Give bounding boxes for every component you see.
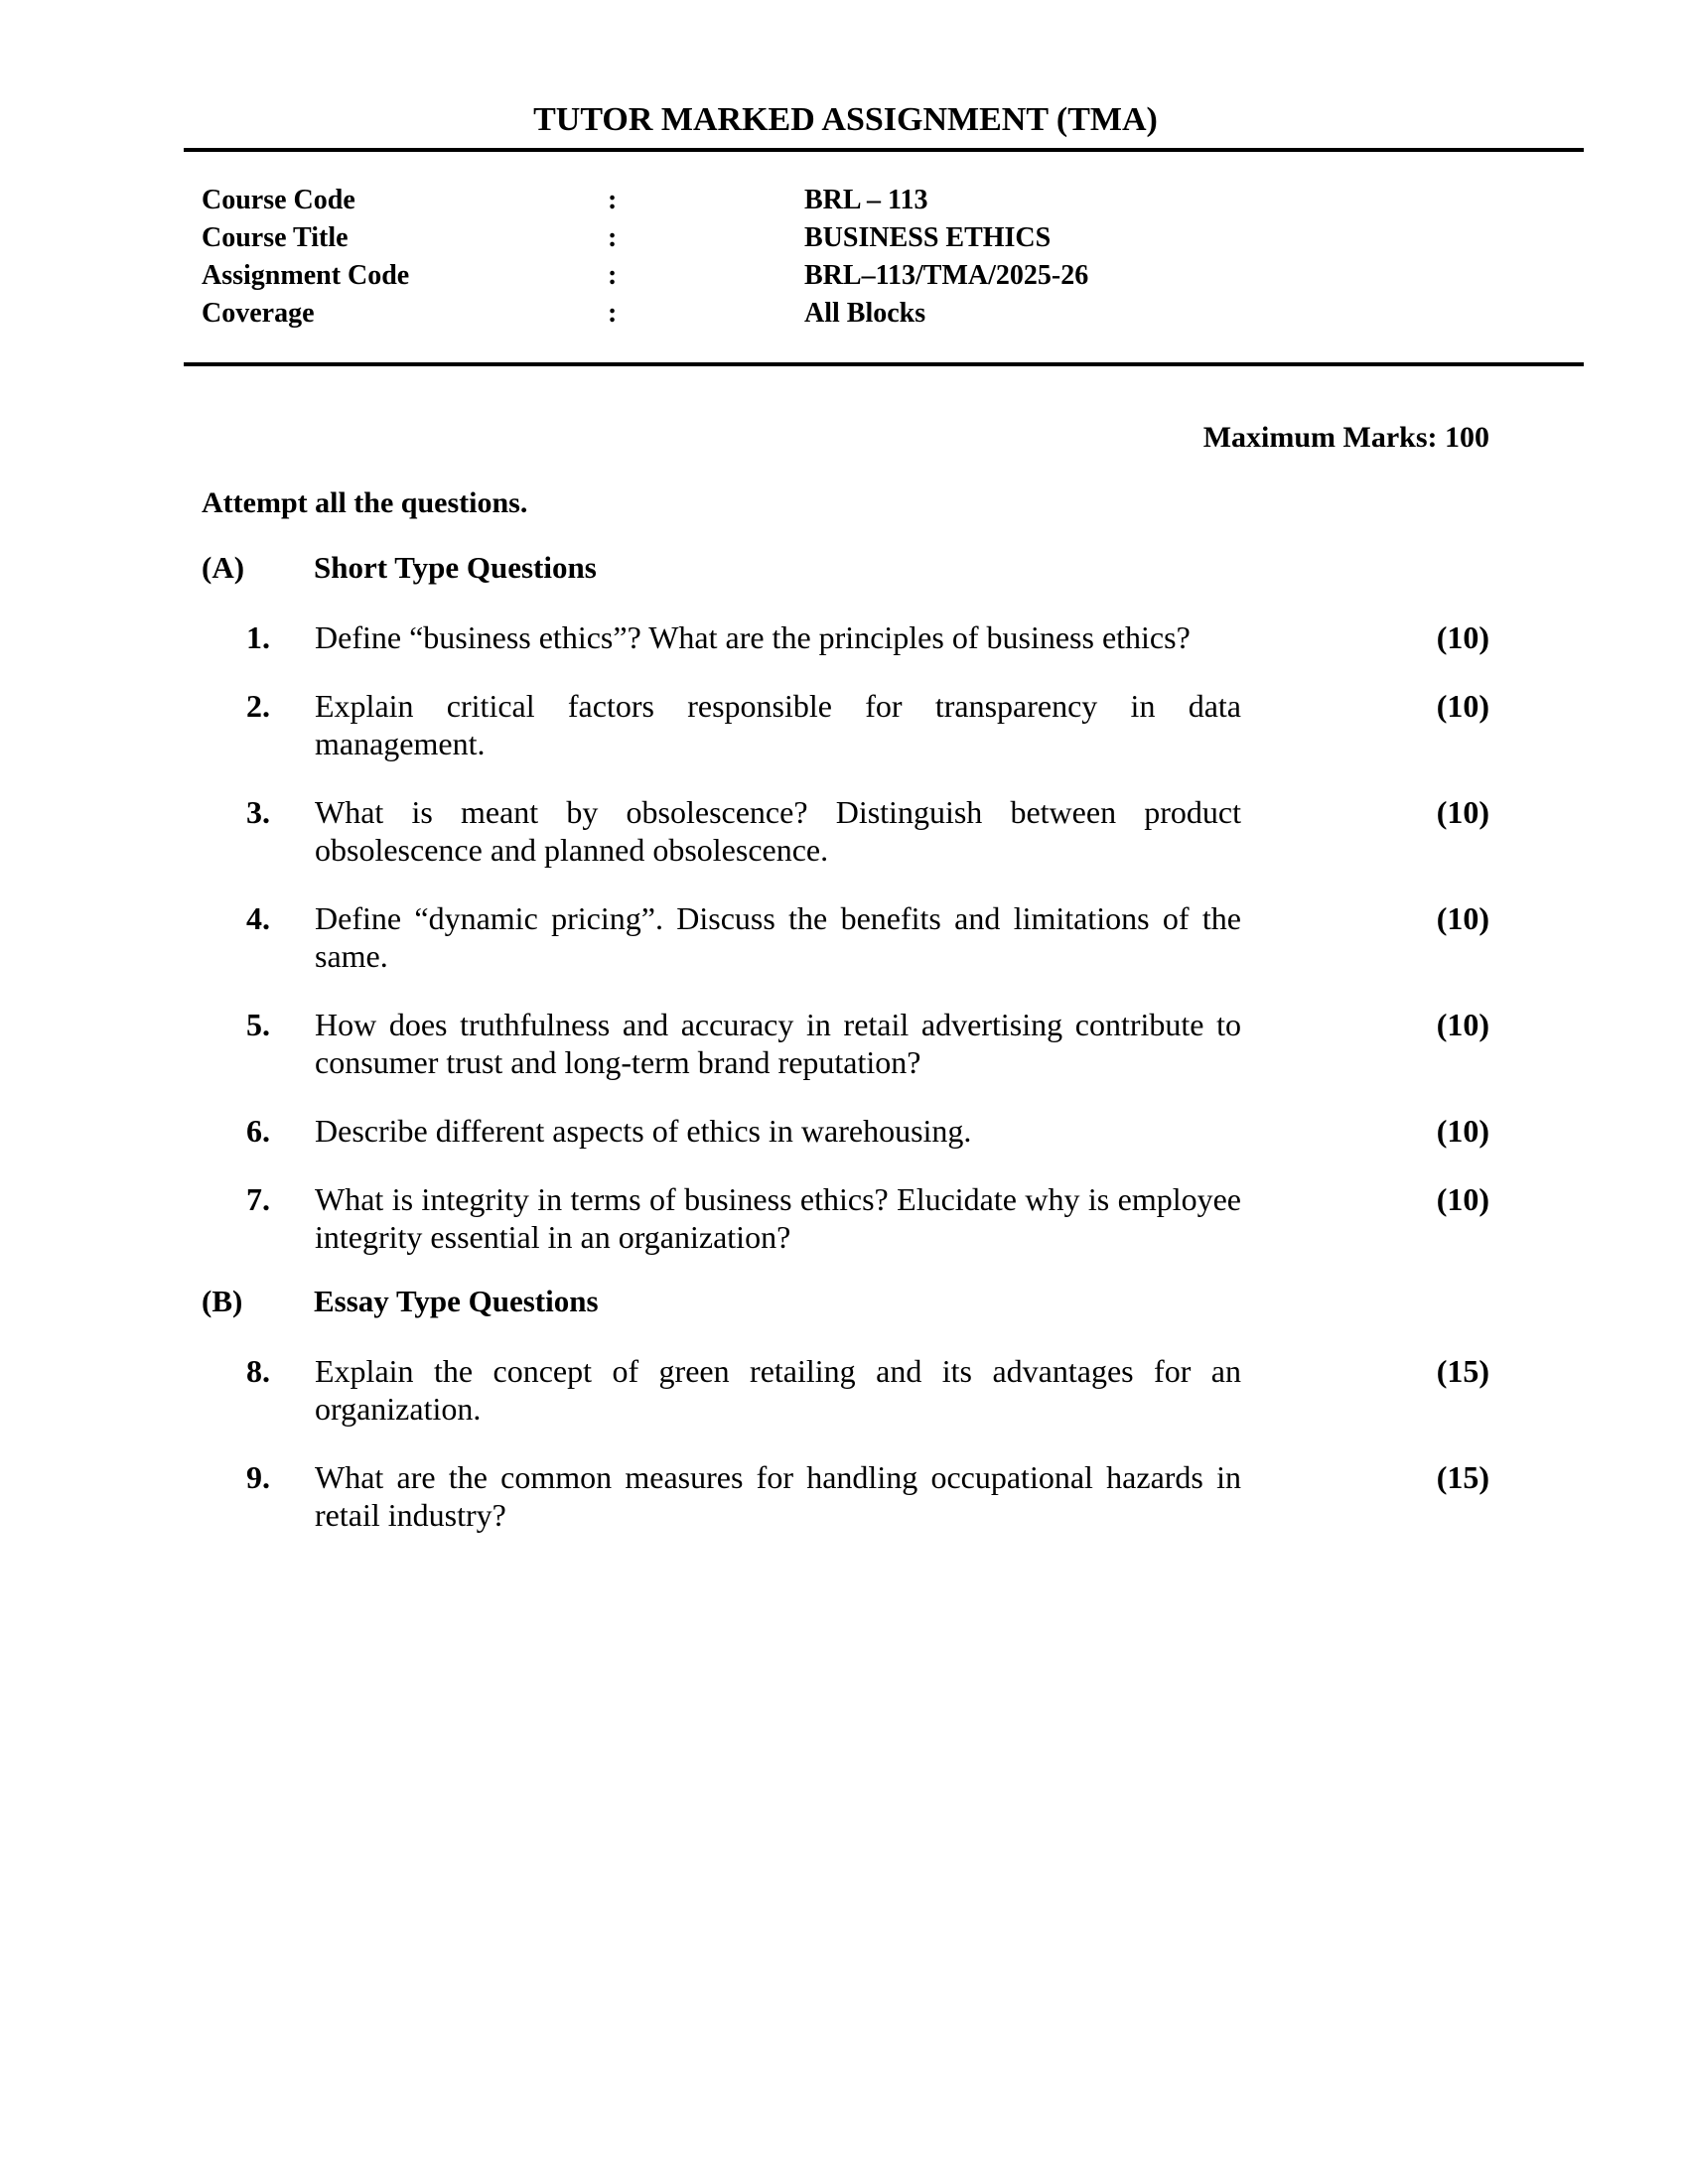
course-info-value: All Blocks — [804, 298, 926, 329]
question-marks: (10) — [1436, 619, 1489, 655]
course-info-label: Course Code — [202, 185, 355, 215]
question-row — [246, 618, 1489, 656]
header-divider — [184, 148, 1584, 152]
question-list — [202, 618, 1489, 1256]
course-info-label: Coverage — [202, 298, 315, 329]
course-info-table — [202, 182, 1489, 333]
question-row — [246, 1112, 1489, 1150]
question-text: What are the common measures for handling occupational hazards in retail industry? — [315, 1459, 1241, 1533]
section-b — [202, 1282, 1489, 1534]
question-row — [246, 1006, 1489, 1081]
colon-separator: : — [608, 222, 618, 253]
section-heading: Short Type Questions — [314, 550, 597, 585]
section-a — [202, 548, 1489, 1256]
section-label: (A) — [202, 550, 245, 585]
question-row — [246, 1458, 1489, 1534]
question-number: 8. — [246, 1353, 270, 1389]
course-info-row — [202, 219, 1489, 257]
question-number: 2. — [246, 688, 270, 724]
question-text: Define “business ethics”? What are the principles of business ethics? — [315, 619, 1191, 655]
question-marks: (10) — [1436, 1007, 1489, 1042]
question-marks: (10) — [1436, 1181, 1489, 1217]
course-info-row — [202, 257, 1489, 295]
question-marks: (10) — [1436, 1113, 1489, 1149]
course-info-row — [202, 182, 1489, 219]
course-info-value: BUSINESS ETHICS — [804, 222, 1052, 253]
section-label: (B) — [202, 1284, 243, 1318]
course-info-row — [202, 295, 1489, 333]
question-sections — [202, 548, 1489, 1534]
colon-separator: : — [608, 185, 618, 215]
question-row — [246, 687, 1489, 762]
question-number: 6. — [246, 1113, 270, 1149]
question-marks: (10) — [1436, 900, 1489, 936]
colon-separator: : — [608, 260, 618, 291]
course-info-value: BRL–113/TMA/2025-26 — [804, 260, 1089, 291]
question-text: Describe different aspects of ethics in warehousing. — [315, 1113, 972, 1149]
question-text: Explain critical factors responsible for transparency in data management. — [315, 688, 1241, 761]
course-info-divider — [184, 362, 1584, 366]
question-text: How does truthfulness and accuracy in retail advertising contribute to consumer trust and long-term brand reputation? — [315, 1007, 1241, 1080]
question-number: 1. — [246, 619, 270, 655]
course-info-value: BRL – 113 — [804, 185, 928, 215]
question-text: What is integrity in terms of business ethics? Elucidate why is employee integrity essential in an organization? — [315, 1181, 1241, 1255]
question-marks: (15) — [1436, 1459, 1489, 1495]
question-number: 3. — [246, 794, 270, 830]
question-marks: (10) — [1436, 688, 1489, 724]
question-row — [246, 899, 1489, 975]
attempt-note: Attempt all the questions. — [202, 486, 528, 519]
question-number: 5. — [246, 1007, 270, 1042]
question-row — [246, 793, 1489, 869]
question-text: What is meant by obsolescence? Distinguish between product obsolescence and planned obsolescence. — [315, 794, 1241, 868]
question-text: Explain the concept of green retailing and its advantages for an organization. — [315, 1353, 1241, 1427]
page-title: TUTOR MARKED ASSIGNMENT (TMA) — [533, 101, 1158, 138]
section-heading: Essay Type Questions — [314, 1284, 599, 1318]
question-row — [246, 1180, 1489, 1256]
question-text: Define “dynamic pricing”. Discuss the benefits and limitations of the same. — [315, 900, 1241, 974]
course-info-label: Course Title — [202, 222, 349, 253]
question-marks: (10) — [1436, 794, 1489, 830]
question-number: 4. — [246, 900, 270, 936]
colon-separator: : — [608, 298, 618, 329]
course-info-label: Assignment Code — [202, 260, 410, 291]
section-header — [202, 1282, 1489, 1321]
question-list — [202, 1352, 1489, 1534]
question-marks: (15) — [1436, 1353, 1489, 1389]
question-row — [246, 1352, 1489, 1428]
question-number: 7. — [246, 1181, 270, 1217]
max-marks-label: Maximum Marks: 100 — [1202, 421, 1489, 454]
section-header — [202, 548, 1489, 588]
question-number: 9. — [246, 1459, 270, 1495]
